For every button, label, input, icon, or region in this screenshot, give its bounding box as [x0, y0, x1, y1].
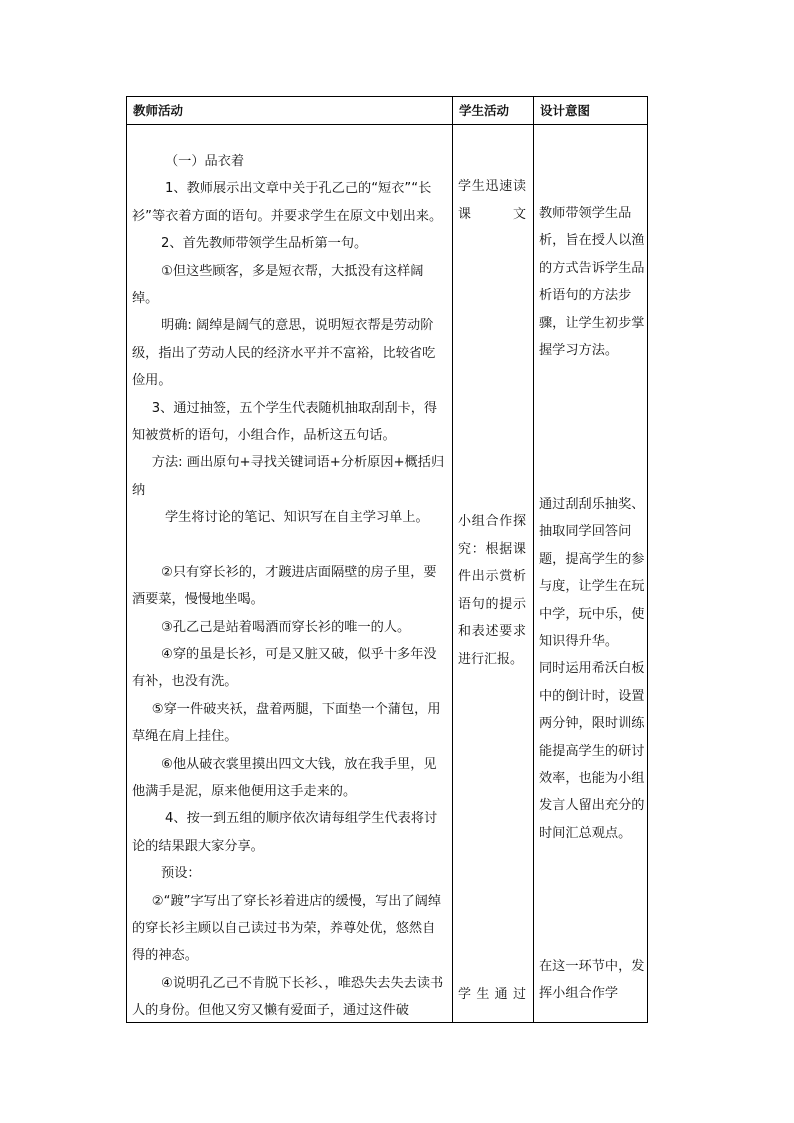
student-activity-2: 小组合作探究：根据课件出示赏析语句的提示和表述要求进行汇报。 — [458, 514, 526, 667]
teacher-step-2: 2、首先教师带领学生品析第一句。 — [161, 236, 368, 252]
teacher-step-1: 1、教师展示出文章中关于孔乙己的“短衣”“长衫”等衣着方面的语句。并要求学生在原文中划出来。 — [132, 181, 443, 224]
teacher-step-3: 3、通过抽签，五个学生代表随机抽取刮刮卡，得知被赏析的语句，小组合作，品析这五句话。 — [132, 400, 438, 444]
design-intent-2 — [539, 491, 645, 847]
design-text: 在这一环节中，发挥小组合作学 — [539, 959, 645, 1002]
column-divider — [533, 97, 534, 1022]
quote-2: ②只有穿长衫的，才踱进店面隔壁的房子里，要酒要菜，慢慢地坐喝。 — [132, 564, 437, 608]
design-text: 同时运用希沃白板中的倒计时，设置两分钟，限时训练能提高学生的研讨效率，也能为小组发言人留出充分的时间汇总观点。 — [539, 661, 645, 841]
table-header-row — [127, 97, 647, 125]
header-teacher-activity: 教师活动 — [133, 103, 184, 118]
teacher-step-4: 4、按一到五组的顺序依次请每组学生代表将讨论的结果跟大家分享。 — [132, 811, 438, 854]
answer-2: ②“踱”字写出了穿长衫着进店的缓慢，写出了阔绰的穿长衫主顾以自己读过书为荣，养尊处优，悠然自得的神态。 — [132, 893, 442, 964]
quote-6: ⑥他从破衣裳里摸出四文大钱，放在我手里，见他满手是泥，原来他便用这手走来的。 — [132, 756, 437, 799]
preset-label: 预设： — [161, 866, 201, 882]
quote-5: ⑤穿一件破夹袄，盘着两腿，下面垫一个蒲包，用草绳在肩上挂住。 — [132, 701, 441, 745]
teacher-activity-cell — [132, 148, 446, 1025]
quote-4: ④穿的虽是长衫，可是又脏又破，似乎十多年没有补，也没有洗。 — [132, 646, 437, 690]
explanation: 明确: 阔绰是阔气的意思，说明短衣帮是劳动阶级，指出了劳动人民的经济水平并不富裕，比较省吃俭用。 — [132, 318, 436, 389]
student-activity-3: 学生通过 — [458, 987, 526, 1002]
student-activity-1: 学生迅速读课文 — [458, 179, 526, 222]
design-intent-3 — [539, 953, 645, 1008]
design-intent-1 — [539, 200, 645, 364]
design-text: 通过刮刮乐抽奖、抽取同学回答问题，提高学生的参与度，让学生在玩中学，玩中乐，使知识得升华。 — [539, 497, 645, 650]
column-divider — [452, 97, 453, 1022]
method-text: 方法: 画出原句+寻找关键词语+分析原因+概括归纳 — [132, 455, 445, 498]
header-design-intent: 设计意图 — [540, 103, 591, 118]
notes-text: 学生将讨论的笔记、知识写在自主学习单上。 — [165, 510, 429, 526]
design-text: 教师带领学生品析，旨在授人以渔的方式告诉学生品析语句的方法步骤，让学生初步掌握学习方法。 — [539, 206, 645, 359]
quote-1: ①但这些顾客，多是短衣帮，大抵没有这样阔绰。 — [132, 263, 424, 307]
header-student-activity: 学生活动 — [459, 103, 510, 118]
section-title: （一）品衣着 — [165, 154, 245, 169]
quote-3: ③孔乙己是站着喝酒而穿长衫的唯一的人。 — [161, 619, 411, 635]
answer-4: ④说明孔乙己不肯脱下长衫、，唯恐失去失去读书人的身份。但他又穷又懒有爱面子，通过这件破 — [132, 975, 444, 1019]
